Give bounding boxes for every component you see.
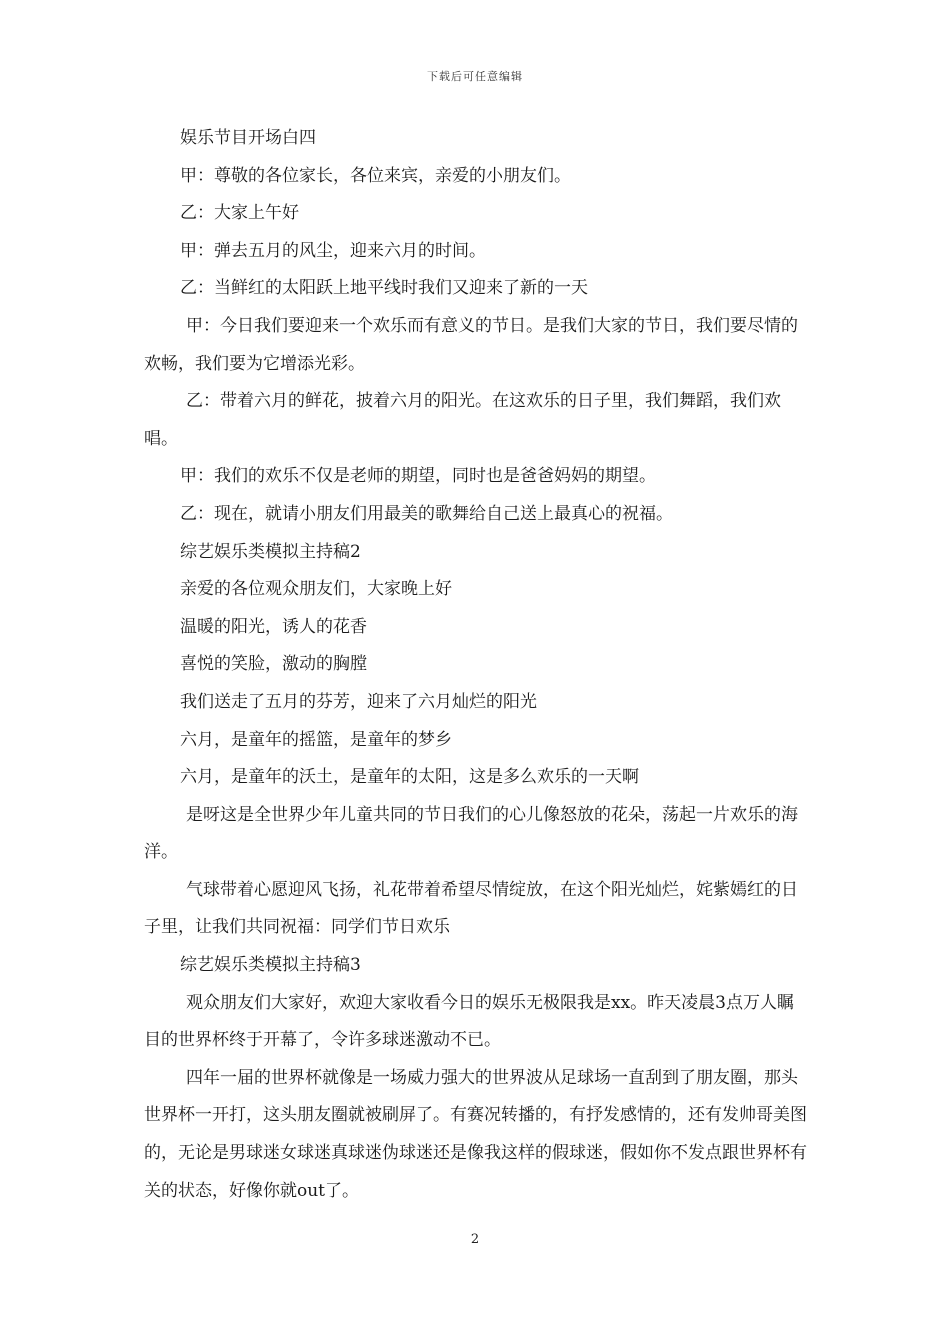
paragraph: 甲：我们的欢乐不仅是老师的期望，同时也是爸爸妈妈的期望。: [180, 466, 656, 487]
section-title: 娱乐节目开场白四: [180, 128, 316, 148]
paragraph: 乙：当鲜红的太阳跃上地平线时我们又迎来了新的一天: [180, 278, 588, 299]
paragraph: 气球带着心愿迎风飞扬，礼花带着希望尽情绽放，在这个阳光灿烂，姹紫嫣红的日子里，让我们共同祝福：同学们节日欢乐: [144, 879, 798, 938]
paragraph: 六月，是童年的沃土，是童年的太阳，这是多么欢乐的一天啊: [180, 767, 639, 788]
document-body: [144, 120, 810, 1210]
paragraph: 喜悦的笑脸，激动的胸膛: [180, 654, 367, 675]
paragraph: 乙：大家上午好: [180, 203, 299, 224]
page-number: 2: [470, 1232, 480, 1247]
section-title: 综艺娱乐类模拟主持稿2: [180, 541, 361, 562]
paragraph: 甲：今日我们要迎来一个欢乐而有意义的节日。是我们大家的节日，我们要尽情的欢畅，我们要为它增添光彩。: [144, 315, 798, 374]
paragraph: 四年一届的世界杯就像是一场威力强大的世界波从足球场一直刮到了朋友圈，那头世界杯一开打，这头朋友圈就被刷屏了。有赛况转播的，有抒发感情的，还有发帅哥美图的，无论是男球迷女球迷真球迷伪球迷还是像我这样的假球迷，假如你不发点跟世界杯有关的状态，好像你就out了。: [144, 1067, 807, 1201]
paragraph: 甲：尊敬的各位家长，各位来宾，亲爱的小朋友们。: [180, 165, 571, 186]
paragraph: 六月，是童年的摇篮，是童年的梦乡: [180, 729, 452, 750]
paragraph: 观众朋友们大家好，欢迎大家收看今日的娱乐无极限我是xx。昨天凌晨3点万人瞩目的世界杯终于开幕了，令许多球迷激动不已。: [144, 992, 794, 1051]
paragraph: 我们送走了五月的芬芳，迎来了六月灿烂的阳光: [180, 691, 537, 712]
paragraph: 乙：带着六月的鲜花，披着六月的阳光。在这欢乐的日子里，我们舞蹈，我们欢唱。: [144, 391, 781, 449]
paragraph: 温暖的阳光，诱人的花香: [180, 616, 367, 637]
section-title: 综艺娱乐类模拟主持稿3: [180, 955, 361, 976]
paragraph: 乙：现在，就请小朋友们用最美的歌舞给自己送上最真心的祝福。: [180, 503, 673, 524]
paragraph: 甲：弹去五月的风尘，迎来六月的时间。: [180, 240, 486, 261]
page-header-note: 下载后可任意编辑: [427, 70, 523, 83]
paragraph: 是呀这是全世界少年儿童共同的节日我们的心儿像怒放的花朵，荡起一片欢乐的海洋。: [144, 804, 798, 863]
paragraph: 亲爱的各位观众朋友们，大家晚上好: [180, 579, 452, 600]
